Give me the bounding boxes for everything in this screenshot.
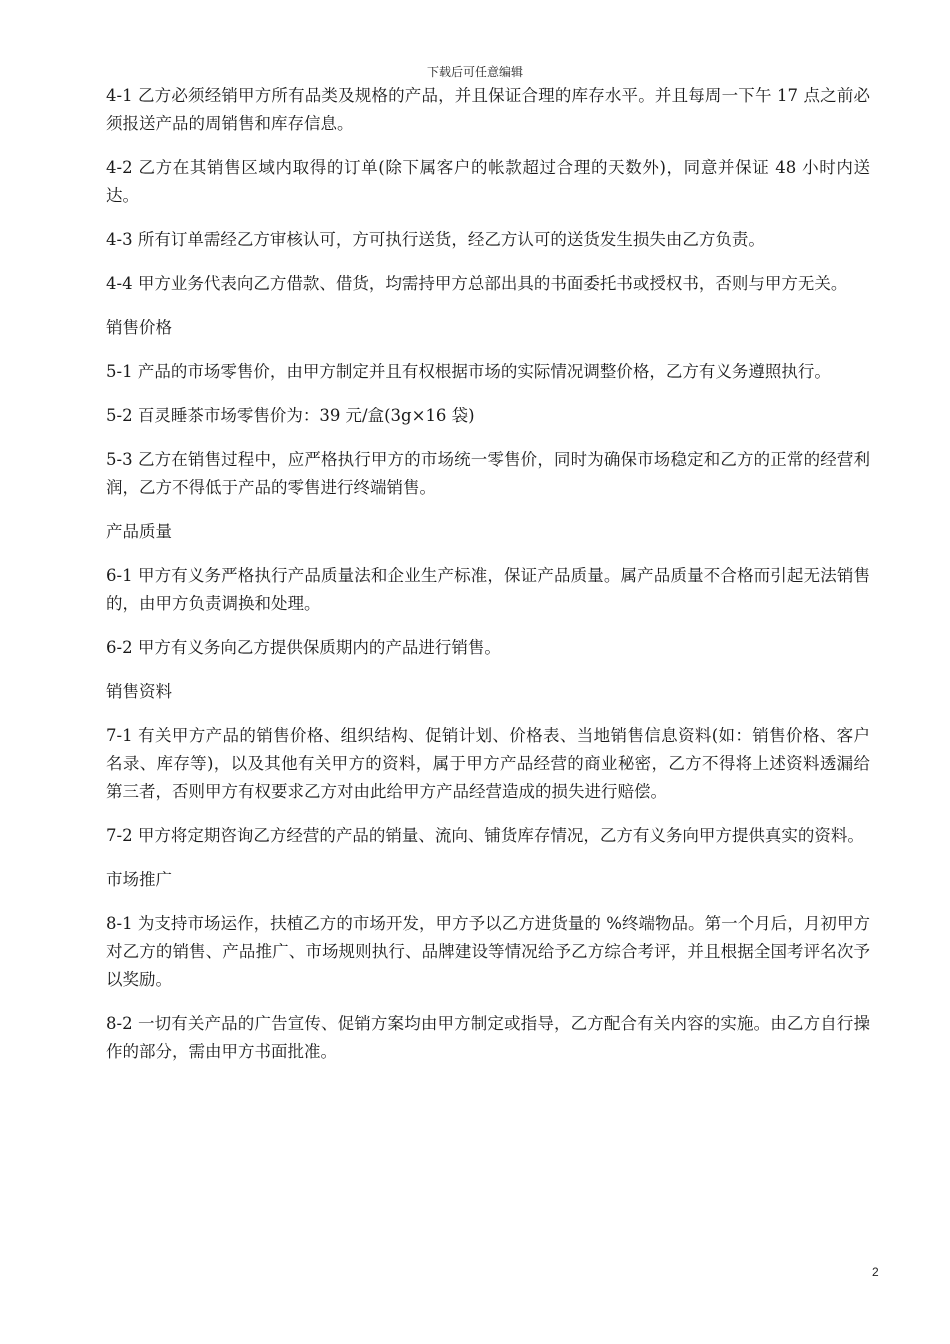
clause-6-2: 6-2 甲方有义务向乙方提供保质期内的产品进行销售。 [106,638,501,657]
document-body [106,82,870,1082]
clause-4-1: 4-1 乙方必须经销甲方所有品类及规格的产品，并且保证合理的库存水平。并且每周一下午 17 点之前必须报送产品的周销售和库存信息。 [106,86,870,133]
section-heading-product-quality: 产品质量 [106,522,172,541]
clause-7-1: 7-1 有关甲方产品的销售价格、组织结构、促销计划、价格表、当地销售信息资料(如：销售价格、客户名录、库存等)，以及其他有关甲方的资料，属于甲方产品经营的商业秘密，乙方不得将上述资料透漏给第三者，否则甲方有权要求乙方对由此给甲方产品经营造成的损失进行赔偿。 [106,726,870,801]
clause-7-2: 7-2 甲方将定期咨询乙方经营的产品的销量、流向、铺货库存情况，乙方有义务向甲方提供真实的资料。 [106,826,864,845]
clause-8-1: 8-1 为支持市场运作，扶植乙方的市场开发，甲方予以乙方进货量的 %终端物品。第一个月后，月初甲方对乙方的销售、产品推广、市场规则执行、品牌建设等情况给予乙方综合考评，并且根据全国考评名次予以奖励。 [106,914,870,989]
clause-4-3: 4-3 所有订单需经乙方审核认可，方可执行送货，经乙方认可的送货发生损失由乙方负责。 [106,230,765,249]
page-number: 2 [872,1265,879,1279]
clause-6-1: 6-1 甲方有义务严格执行产品质量法和企业生产标准，保证产品质量。属产品质量不合格而引起无法销售的，由甲方负责调换和处理。 [106,566,870,613]
clause-4-2: 4-2 乙方在其销售区域内取得的订单(除下属客户的帐款超过合理的天数外)，同意并保证 48 小时内送达。 [106,158,870,205]
clause-5-2: 5-2 百灵睡茶市场零售价为：39 元/盒(3g×16 袋) [106,406,475,425]
section-heading-sales-info: 销售资料 [106,682,172,701]
section-heading-market-promotion: 市场推广 [106,870,172,889]
clause-4-4: 4-4 甲方业务代表向乙方借款、借货，均需持甲方总部出具的书面委托书或授权书，否则与甲方无关。 [106,274,848,293]
header-note: 下载后可任意编辑 [426,65,523,79]
section-heading-sales-price: 销售价格 [106,318,172,337]
clause-8-2: 8-2 一切有关产品的广告宣传、促销方案均由甲方制定或指导，乙方配合有关内容的实施。由乙方自行操作的部分，需由甲方书面批准。 [106,1014,870,1061]
clause-5-3: 5-3 乙方在销售过程中，应严格执行甲方的市场统一零售价，同时为确保市场稳定和乙方的正常的经营利润，乙方不得低于产品的零售进行终端销售。 [106,450,870,497]
clause-5-1: 5-1 产品的市场零售价，由甲方制定并且有权根据市场的实际情况调整价格，乙方有义务遵照执行。 [106,362,831,381]
